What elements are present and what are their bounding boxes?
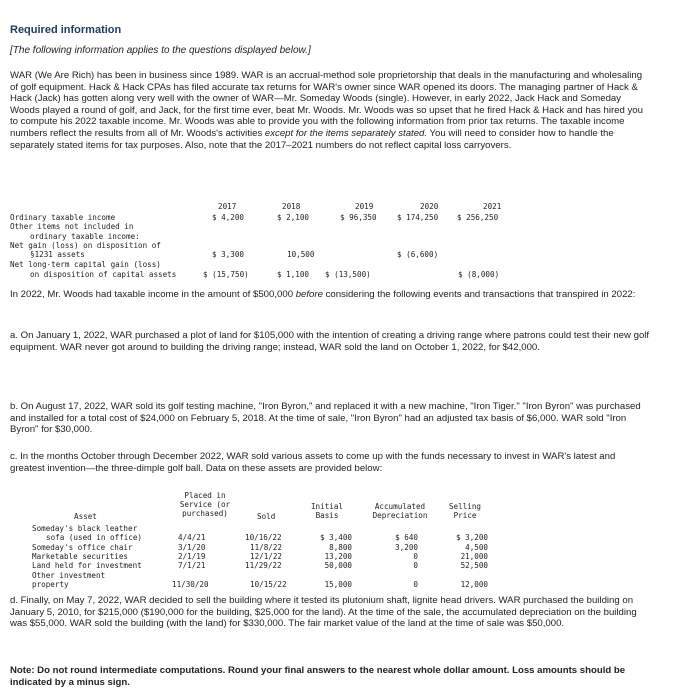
placed-date: 4/4/21 — [178, 533, 206, 542]
col-header-placed: purchased) — [182, 509, 228, 518]
year-header: 2020 — [420, 202, 439, 211]
sold-date: 11/29/22 — [245, 561, 282, 570]
placed-date: 3/1/20 — [178, 543, 206, 552]
table-cell: $ 4,200 — [212, 213, 245, 222]
initial-basis: $ 3,400 — [319, 533, 352, 542]
selling-price: $ 3,200 — [455, 533, 488, 542]
table-cell: $ (15,750) — [203, 270, 249, 279]
year-header: 2018 — [282, 202, 301, 211]
initial-basis: 15,000 — [324, 580, 352, 589]
initial-basis: 8,800 — [329, 543, 352, 552]
table-cell: $ 3,300 — [212, 250, 245, 259]
year-header: 2017 — [218, 202, 237, 211]
row-label: Net gain (loss) on disposition of — [10, 241, 161, 250]
table-cell: $ 1,100 — [277, 270, 310, 279]
asset-name: Someday's office chair — [32, 543, 133, 552]
sold-date: 10/15/22 — [250, 580, 287, 589]
col-header-depreciation: Depreciation — [372, 511, 428, 520]
selling-price: 12,000 — [460, 580, 488, 589]
asset-name: Someday's black leather — [32, 524, 138, 533]
col-header-price: Selling — [448, 502, 481, 511]
col-header-depreciation: Accumulated — [374, 502, 426, 511]
selling-price: 4,500 — [465, 543, 488, 552]
intro-emphasis: except for the items separately stated. — [264, 127, 428, 139]
taxable-income-paragraph — [10, 289, 650, 301]
accumulated-depreciation: 0 — [413, 561, 418, 570]
table-cell: $ (6,600) — [397, 250, 439, 259]
item-d: d. Finally, on May 7, 2022, WAR decided to sell the building where it tested its plutonium shaft, lignite head drivers. WAR purchased the building on January 5, 2010, for $215,000 ($190,000 for the building, $25,000 for the land). At the time of the sale, the accumulated depreciation on the building was $55,000. WAR sold the building (with the land) for $330,000. The fair market value of the land at the time of sale was $50,000. — [10, 595, 637, 630]
accumulated-depreciation: 0 — [413, 552, 418, 561]
sold-date: 10/16/22 — [245, 533, 282, 542]
col-header-asset: Asset — [74, 512, 97, 521]
placed-date: 2/1/19 — [178, 552, 206, 561]
intro-lead: WAR (We Are Rich) has been in business since 1989. WAR is an accrual-method sole proprietorship that deals in the manufacturing and wholesaling of golf equipment. Hack & Hack CPAs has filed accurate tax returns for WAR's owner since WAR opened its doors. The managing partner of Hack & Hack (Jack) has gotten along very well with the owner of WAR—Mr. Someday Woods (single). However, in early 2022, Jack Hack and Someday Woods played a round of golf, and Jack, for the first time ever, beat Mr. Woods. Mr. Woods was so upset that he fired Hack & Hack and has hired you to compute his 2022 taxable income. Mr. Woods was able to provide you with the following information from prior tax returns. The taxable income numbers reflect the results from all of Mr. Woods's activities — [10, 70, 643, 139]
item-a: a. On January 1, 2022, WAR purchased a plot of land for $105,000 with the intention of creating a driving range where patrons could test their new golf equipment. WAR never got around to building the driving range; instead, WAR sold the land on October 1, 2022, for $42,000. — [10, 330, 650, 353]
applies-note: [The following information applies to the questions displayed below.] — [10, 45, 311, 56]
placed-date: 7/1/21 — [178, 561, 206, 570]
rounding-note: Note: Do not round intermediate computations. Round your final answers to the nearest whole dollar amount. Loss amounts should be indicated by a minus sign. — [10, 665, 626, 688]
table-cell: $ (13,500) — [325, 270, 371, 279]
taxable-income-tail: considering the following events and transactions that transpired in 2022: — [322, 289, 636, 300]
col-header-placed: Service (or — [179, 500, 231, 509]
initial-basis: 13,200 — [324, 552, 352, 561]
placed-date: 11/30/20 — [172, 580, 209, 589]
item-b: b. On August 17, 2022, WAR sold its golf testing machine, "Iron Byron," and replaced it with a new machine, "Iron Tiger." "Iron Byron" was purchased and installed for a total cost of $24,000 on February 5, 2018. At the time of sale, "Iron Byron" had an adjusted tax basis of $6,000. WAR sold "Iron Byron" for $30,000. — [10, 401, 641, 436]
asset-name: sofa (used in office) — [46, 533, 143, 542]
accumulated-depreciation: 3,200 — [395, 543, 418, 552]
table-cell: 10,500 — [287, 250, 315, 259]
sold-date: 11/8/22 — [250, 543, 283, 552]
row-label: Ordinary taxable income — [10, 213, 116, 222]
row-label: on disposition of capital assets — [30, 270, 177, 279]
col-header-placed: Placed in — [184, 491, 226, 500]
sold-date: 12/1/22 — [250, 552, 283, 561]
asset-name: property — [32, 580, 69, 589]
col-header-basis: Basis — [315, 511, 339, 520]
intro-tail: You will need to consider how to handle the separately stated items for tax purposes. Also, note that the 2017–2021 numbers do not reflect capital loss carryovers. — [10, 127, 614, 151]
table-cell: $ 256,250 — [457, 213, 499, 222]
col-header-price: Price — [453, 511, 477, 520]
taxable-income-lead: In 2022, Mr. Woods had taxable income in the amount of $500,000 — [10, 289, 296, 300]
row-label: Net long-term capital gain (loss) — [10, 260, 161, 269]
taxable-income-emphasis: before — [295, 289, 323, 300]
intro-paragraph — [10, 70, 650, 151]
row-label: §1231 assets — [30, 250, 85, 259]
accumulated-depreciation: 0 — [413, 580, 418, 589]
table-cell: $ 174,250 — [397, 213, 439, 222]
col-header-basis: Initial — [310, 502, 343, 511]
table-cell: $ 2,100 — [277, 213, 310, 222]
asset-name: Land held for investment — [32, 561, 142, 570]
year-header: 2019 — [355, 202, 374, 211]
asset-name: Other investment — [32, 571, 106, 580]
row-label: ordinary taxable income: — [30, 232, 140, 241]
year-header: 2021 — [483, 202, 502, 211]
table-cell: $ (8,000) — [458, 270, 500, 279]
selling-price: 52,500 — [460, 561, 488, 570]
item-c: c. In the months October through December 2022, WAR sold various assets to come up with the funds necessary to invest in WAR's latest and greatest invention—the three-dimple golf ball. Data on these assets are provided below: — [10, 451, 616, 474]
initial-basis: 50,000 — [324, 561, 352, 570]
table-cell: $ 96,350 — [340, 213, 377, 222]
accumulated-depreciation: $ 640 — [395, 533, 418, 542]
col-header-sold: Sold — [257, 512, 276, 521]
section-title: Required information — [10, 24, 122, 36]
selling-price: 21,000 — [460, 552, 488, 561]
asset-name: Marketable securities — [32, 552, 129, 561]
row-label: Other items not included in — [10, 222, 134, 231]
